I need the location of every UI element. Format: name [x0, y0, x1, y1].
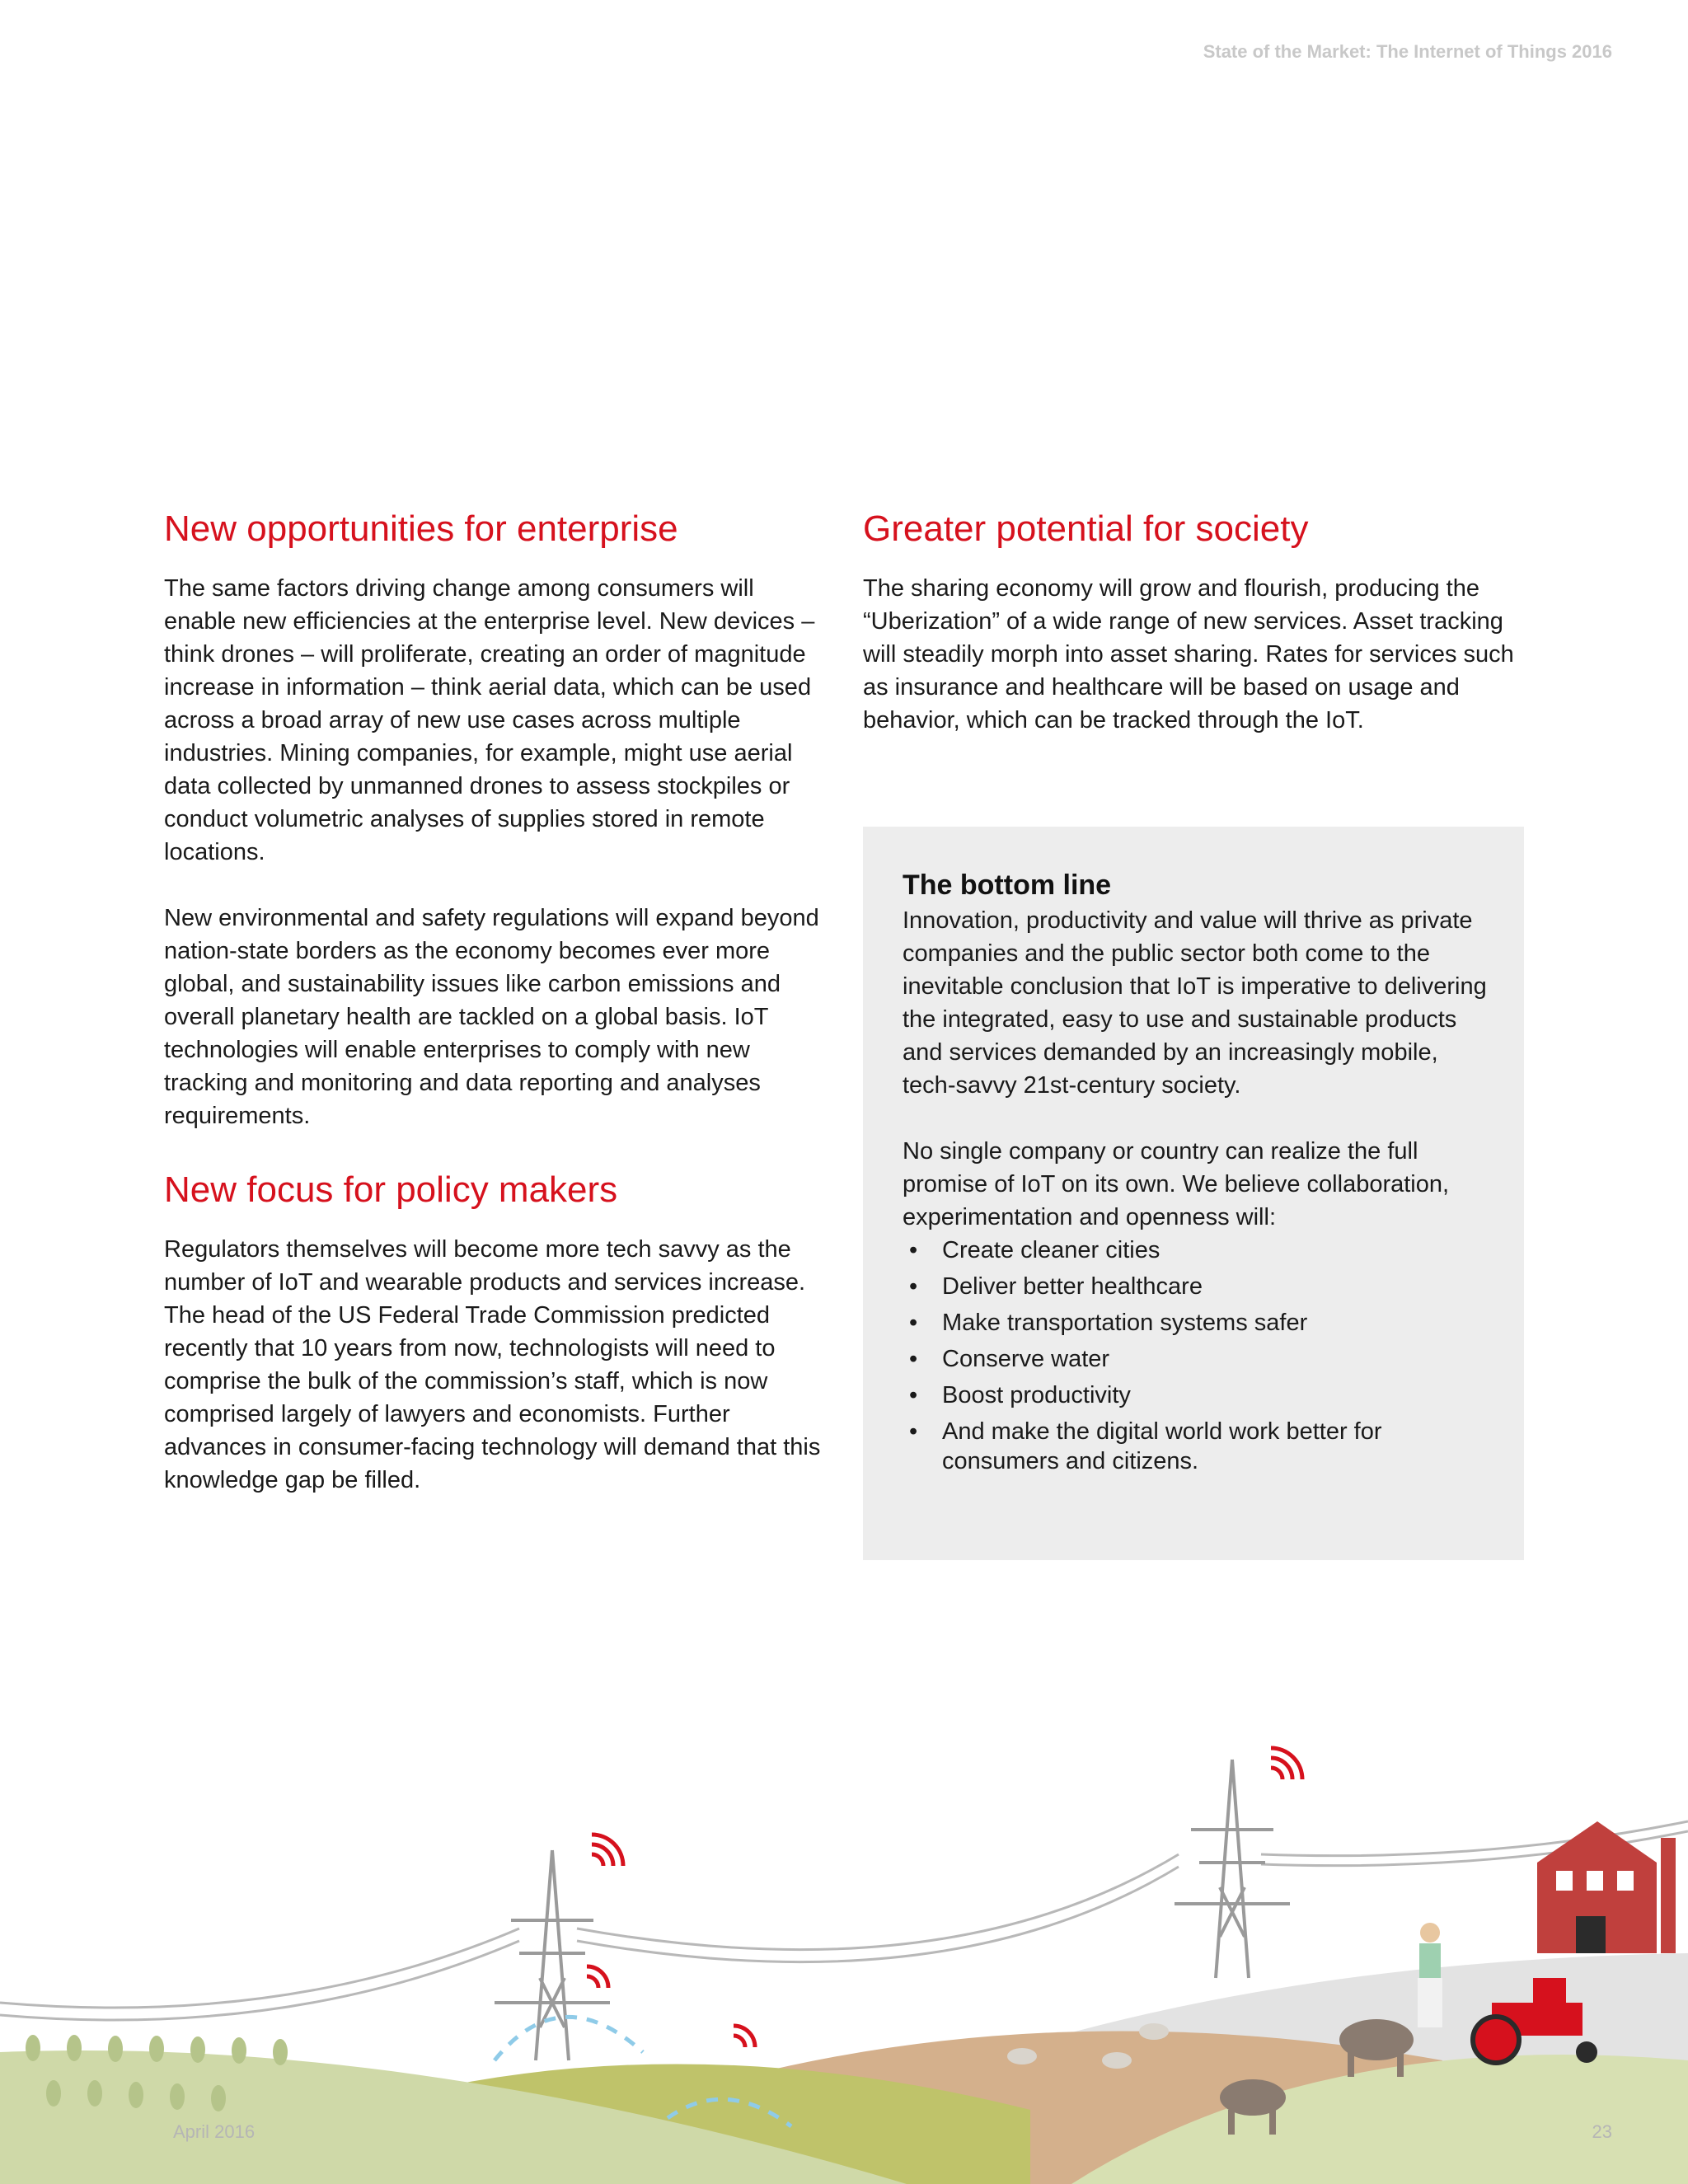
- list-item: [903, 1344, 1496, 1374]
- list-item: [903, 1308, 1496, 1338]
- list-item-text: And make the digital world work better for consumers and citizens.: [942, 1418, 1382, 1474]
- farmer-icon: [1418, 1923, 1442, 2027]
- power-tower-left: [495, 1850, 610, 2060]
- list-item-text: Conserve water: [942, 1346, 1110, 1372]
- farm-illustration: [0, 1731, 1688, 2184]
- bullet-icon: •: [909, 1273, 918, 1300]
- list-item-text: Deliver better healthcare: [942, 1273, 1203, 1300]
- bullet-icon: •: [909, 1310, 918, 1336]
- list-item: [903, 1380, 1496, 1410]
- bullet-icon: •: [909, 1237, 918, 1263]
- bullet-icon: •: [909, 1418, 918, 1445]
- section-title-enterprise: New opportunities for enterprise: [164, 509, 678, 549]
- list-item-text: Boost productivity: [942, 1382, 1131, 1408]
- list-item-text: Make transportation systems safer: [942, 1310, 1308, 1336]
- bullet-icon: •: [909, 1346, 918, 1372]
- wifi-signal-icon: [587, 1748, 1302, 2047]
- page-number: 23: [1592, 2121, 1612, 2142]
- bottom-line-paragraph-1: Innovation, productivity and value will thrive as private companies and the public sector both come to the inevitable conclusion that IoT is imperative to delivering the integrated, easy to use and sustainable products and services demanded by an increasingly mobile, tech-savvy 21st-century society.: [903, 907, 1487, 1099]
- running-header: State of the Market: The Internet of Things 2016: [1203, 41, 1612, 62]
- section-title-society: Greater potential for society: [863, 509, 1309, 549]
- policy-paragraph: Regulators themselves will become more tech savvy as the number of IoT and wearable products and services increase. The head of the US Federal Trade Commission predicted recently that 10 years from now, technologists will need to comprise the bulk of the commission’s staff, which is now comprised largely of lawyers and economists. Further advances in consumer-facing technology will demand that this knowledge gap be filled.: [164, 1236, 821, 1493]
- enterprise-paragraph-1: The same factors driving change among consumers will enable new efficiencies at the enterprise level. New devices – think drones – will proliferate, creating an order of magnitude increase in information – think aerial data, which can be used across a broad array of new use cases across multiple industries. Mining companies, for example, might use aerial data collected by unmanned drones to assess stockpiles or conduct volumetric analyses of supplies stored in remote locations.: [164, 575, 815, 865]
- society-paragraph: The sharing economy will grow and flourish, producing the “Uberization” of a wide range of new services. Asset tracking will steadily morph into asset sharing. Rates for services such as insurance and healthcare will be based on usage and behavior, which can be tracked through the IoT.: [863, 575, 1514, 733]
- power-tower-right: [1175, 1760, 1290, 1978]
- list-item: [903, 1235, 1496, 1265]
- left-column: [164, 504, 823, 1530]
- enterprise-paragraph-2: New environmental and safety regulations will expand beyond nation-state borders as the economy becomes ever more global, and sustainability issues like carbon emissions and overall planetary health are tackled on a global basis. IoT technologies will enable enterprises to comply with new tracking and monitoring and data reporting and analyses requirements.: [164, 905, 819, 1129]
- bottom-line-paragraph-2: No single company or country can realize the full promise of IoT on its own. We believe collaboration, experimentation and openness will:: [903, 1138, 1450, 1230]
- footer-date: April 2016: [173, 2121, 256, 2142]
- list-item: [903, 1272, 1496, 1301]
- list-item-text: Create cleaner cities: [942, 1237, 1160, 1263]
- list-item: [903, 1417, 1496, 1476]
- bottom-line-title: The bottom line: [903, 869, 1112, 901]
- bottom-line-box: [863, 827, 1524, 1560]
- right-column: [863, 504, 1522, 770]
- bullet-icon: •: [909, 1382, 918, 1408]
- bottom-line-list: [903, 1235, 1496, 1476]
- section-title-policy: New focus for policy makers: [164, 1169, 618, 1210]
